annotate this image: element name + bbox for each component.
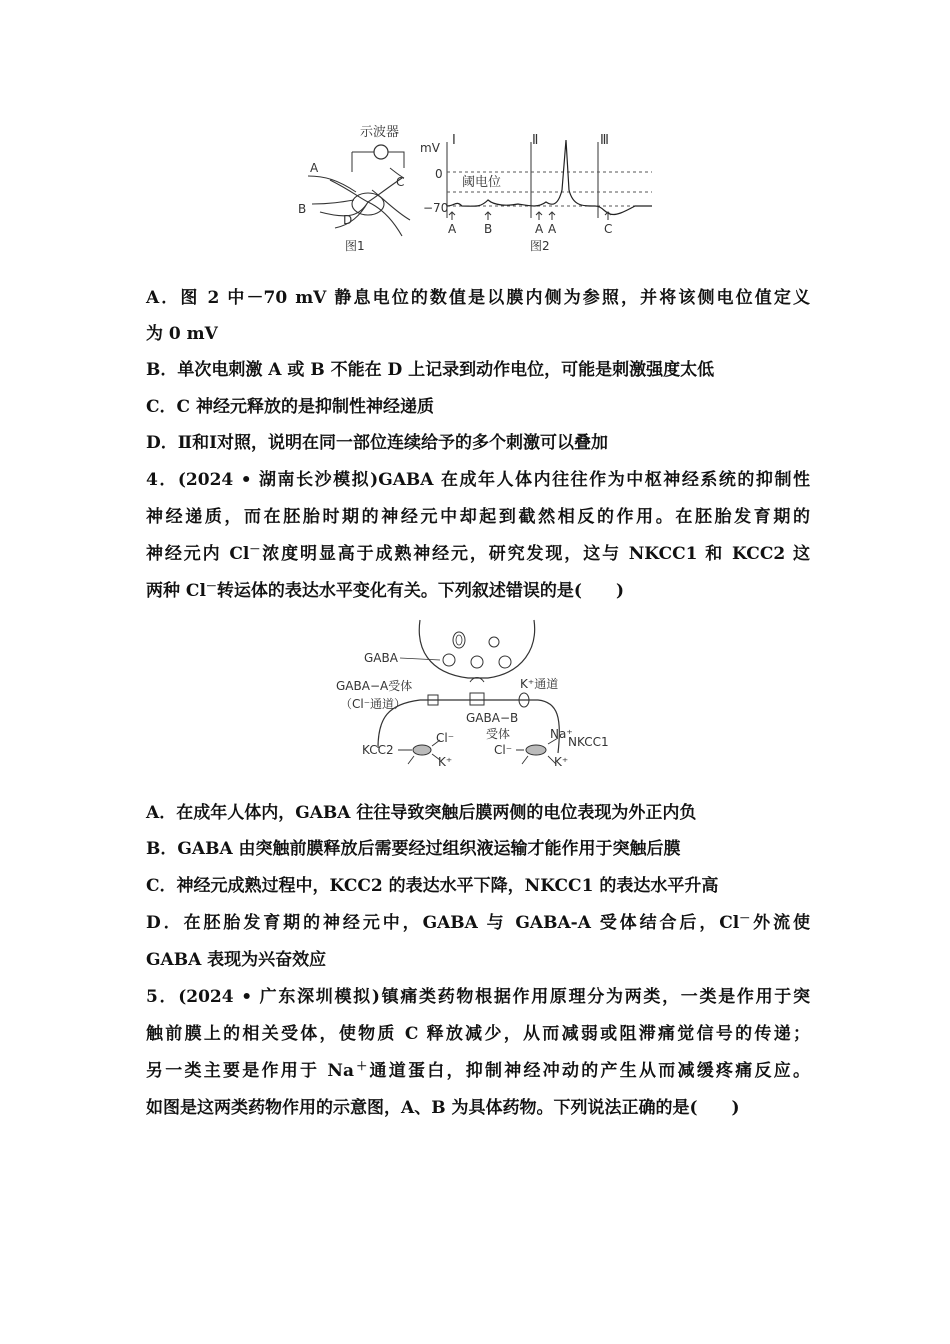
q4-option-d-line2: GABA 表现为兴奋效应 (146, 950, 327, 970)
q4-line3-part2: 浓度明显高于成熟神经元，研究发现，这与 NKCC1 和 KCC2 这 (260, 544, 810, 564)
q3-option-b: B．单次电刺激 A 或 B 不能在 D 上记录到动作电位，可能是刺激强度太低 (146, 360, 715, 380)
q4-optd-sup: － (739, 911, 751, 925)
q3-option-c: C．C 神经元释放的是抑制性神经递质 (146, 397, 434, 417)
neuron-b-label: B (298, 202, 307, 216)
gaba-a-receptor-label: GABA−A受体 (336, 679, 413, 693)
q4-stem-line1: 4．(2024 • 湖南长沙模拟)GABA 在成年人体内往往作为中枢神经系统的抑制性 (146, 470, 810, 490)
stim-a-label: A (448, 222, 457, 236)
threshold-label: 阈电位 (462, 175, 502, 190)
cl-channel-label: （Cl⁻通道） (340, 697, 407, 711)
q3-option-a-line2: 为 0 mV (146, 324, 218, 344)
q4-option-a: A．在成年人体内，GABA 往往导致突触后膜两侧的电位表现为外正内负 (146, 803, 697, 823)
k-right-label: K⁺ (554, 755, 569, 769)
stim-a3-label: A (548, 222, 557, 236)
neuron-d-body (352, 193, 384, 215)
na-label: Na⁺ (550, 727, 573, 741)
q5-stem-line2: 触前膜上的相关受体，使物质 C 释放减少，从而减弱或阻滞痛觉信号的传递； (146, 1024, 810, 1044)
q4-optd-part2: 外流使 (750, 913, 810, 933)
cl-right-label: Cl⁻ (494, 743, 513, 757)
gaba-label: GABA (364, 651, 398, 665)
neuron-a-label: A (310, 161, 319, 175)
stim-c-label: C (604, 222, 613, 236)
k-channel-label: K⁺通道 (520, 677, 559, 691)
figure1-caption: 图1 (345, 239, 365, 253)
neuron-c-label: C (396, 175, 405, 189)
oscilloscope-icon (374, 145, 388, 159)
q4-option-b: B．GABA 由突触前膜释放后需要经过组织液运输才能作用于突触后膜 (146, 839, 681, 859)
q5-stem-line4: 如图是这两类药物作用的示意图，A、B 为具体药物。下列说法正确的是( ) (146, 1098, 740, 1118)
q4-stem-line2: 神经递质，而在胚胎时期的神经元中却起到截然相反的作用。在胚胎发育期的 (146, 507, 810, 527)
gaba-b-receptor-icon (470, 693, 484, 705)
q3-option-d: D．Ⅱ和Ⅰ对照，说明在同一部位连续给予的多个刺激可以叠加 (146, 433, 609, 453)
stim-b-label: B (484, 222, 493, 236)
q5-line3-part2: 通道蛋白，抑制神经冲动的产生从而减缓疼痛反应。 (369, 1061, 811, 1081)
tick-zero: 0 (435, 167, 443, 181)
q4-option-d-line1 (146, 911, 810, 935)
q5-stem-line3 (146, 1059, 810, 1083)
figure-gaba-synapse (328, 618, 628, 778)
presynaptic-terminal (419, 620, 534, 678)
q3-option-a-line1: A．图 2 中－70 mV 静息电位的数值是以膜内侧为参照，并将该侧电位值定义 (146, 288, 810, 308)
q5-line3-part1: 另一类主要是作用于 Na (146, 1061, 354, 1081)
neuron-figure-svg (290, 120, 660, 260)
cl-left-label: Cl⁻ (436, 731, 455, 745)
nkcc1-label: NKCC1 (568, 735, 609, 749)
figure2-caption: 图2 (530, 239, 550, 253)
nkcc1-transporter-icon (526, 745, 546, 755)
kcc2-label: KCC2 (362, 743, 394, 757)
roman-three: Ⅲ (600, 133, 609, 148)
q4-stem-line3 (146, 542, 810, 566)
q4-line3-sup: － (249, 542, 261, 556)
gaba-b-label: GABA−B (466, 711, 519, 725)
k-left-label: K⁺ (438, 755, 453, 769)
q4-option-c: C．神经元成熟过程中，KCC2 的表达水平下降，NKCC1 的表达水平升高 (146, 876, 719, 896)
q5-stem-line1: 5．(2024 • 广东深圳模拟)镇痛类药物根据作用原理分为两类，一类是作用于突 (146, 987, 810, 1007)
vesicle (443, 654, 455, 666)
stim-a2-label: A (535, 222, 544, 236)
gaba-synapse-svg (328, 618, 628, 778)
q4-line3-part1: 神经元内 Cl (146, 544, 250, 564)
q4-line4-sup: － (205, 579, 217, 593)
kcc2-transporter-icon (413, 745, 431, 755)
q4-line4-part2: 转运体的表达水平变化有关。下列叙述错误的是( ) (216, 581, 625, 601)
oscilloscope-label: 示波器 (360, 125, 400, 140)
roman-one: Ⅰ (452, 133, 456, 148)
figure-neuron-potential (290, 120, 660, 260)
q5-line3-sup: ＋ (353, 1059, 370, 1073)
q4-optd-part1: D．在胚胎发育期的神经元中，GABA 与 GABA-A 受体结合后，Cl (146, 913, 740, 933)
neuron-d-label: D (343, 213, 353, 227)
mv-unit: mV (420, 141, 440, 155)
q4-stem-line4 (146, 579, 810, 603)
tick-minus-seventy: −70 (423, 201, 449, 215)
receptor-label: 受体 (486, 727, 511, 741)
q4-line4-part1: 两种 Cl (146, 581, 206, 601)
roman-two: Ⅱ (532, 133, 539, 148)
